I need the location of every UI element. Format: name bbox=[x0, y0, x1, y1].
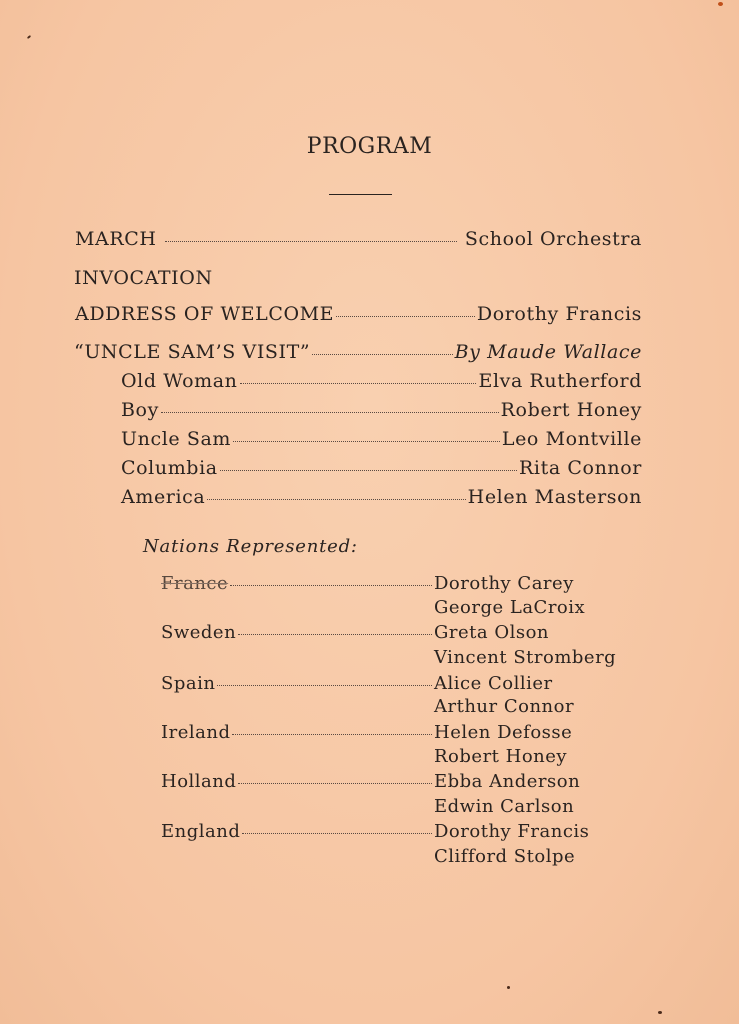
cast-row bbox=[121, 370, 642, 392]
dot-leader bbox=[336, 316, 475, 317]
cast-actor: Helen Masterson bbox=[467, 486, 642, 508]
program-item-performer: Dorothy Francis bbox=[476, 303, 642, 325]
cast-role: Boy bbox=[121, 399, 159, 421]
cast-actor: Elva Rutherford bbox=[478, 370, 642, 392]
nation-row-spain bbox=[161, 673, 591, 694]
nation-performer: Greta Olson bbox=[434, 622, 550, 643]
nation-row-france bbox=[161, 573, 591, 594]
program-item-play bbox=[74, 341, 642, 363]
nation-country: France bbox=[161, 573, 229, 594]
cast-row bbox=[121, 428, 642, 450]
nation-performer: Dorothy Carey bbox=[434, 573, 574, 594]
title-underline bbox=[329, 194, 392, 195]
play-author: By Maude Wallace bbox=[454, 341, 642, 363]
dot-leader bbox=[233, 441, 500, 442]
program-item-invocation: INVOCATION bbox=[74, 267, 213, 289]
nation-row-england bbox=[161, 821, 591, 842]
program-item-label: ADDRESS OF WELCOME bbox=[75, 303, 335, 325]
dot-leader bbox=[238, 634, 432, 635]
nation-performer: Helen Defosse bbox=[434, 722, 573, 743]
nation-row-ireland bbox=[161, 722, 591, 743]
program-item-address bbox=[75, 303, 642, 325]
dot-leader bbox=[242, 833, 432, 834]
paper-speck bbox=[27, 35, 31, 39]
dot-leader bbox=[161, 412, 499, 413]
dot-leader bbox=[230, 585, 432, 586]
paper-speck bbox=[507, 986, 510, 989]
nation-country: Holland bbox=[161, 771, 237, 792]
nation-performer: Robert Honey bbox=[434, 746, 568, 767]
dot-leader bbox=[240, 383, 477, 384]
dot-leader bbox=[312, 354, 452, 355]
dot-leader bbox=[217, 685, 432, 686]
nation-country: Ireland bbox=[161, 722, 231, 743]
nation-country: Sweden bbox=[161, 622, 237, 643]
nation-performer: Edwin Carlson bbox=[434, 796, 575, 817]
program-item-performer: School Orchestra bbox=[464, 228, 642, 250]
nation-performer: Dorothy Francis bbox=[434, 821, 590, 842]
nation-performer: Alice Collier bbox=[434, 673, 553, 694]
cast-row bbox=[121, 457, 642, 479]
cast-role: Old Woman bbox=[121, 370, 238, 392]
cast-actor: Leo Montville bbox=[501, 428, 642, 450]
cast-role: America bbox=[121, 486, 206, 508]
nation-row-sweden bbox=[161, 622, 591, 643]
nations-heading: Nations Represented: bbox=[143, 536, 358, 557]
nation-country: Spain bbox=[161, 673, 216, 694]
nation-performer: Arthur Connor bbox=[434, 696, 575, 717]
dot-leader bbox=[220, 470, 517, 471]
program-item-label: MARCH bbox=[75, 228, 157, 250]
nation-performer: Vincent Stromberg bbox=[434, 647, 617, 668]
dot-leader bbox=[207, 499, 465, 500]
dot-leader bbox=[232, 734, 432, 735]
cast-row bbox=[121, 399, 642, 421]
paper-speck bbox=[718, 2, 723, 6]
cast-row bbox=[121, 486, 642, 508]
nation-performer: Clifford Stolpe bbox=[434, 846, 576, 867]
cast-role: Columbia bbox=[121, 457, 218, 479]
nation-performer: George LaCroix bbox=[434, 597, 586, 618]
cast-actor: Robert Honey bbox=[500, 399, 642, 421]
nation-performer: Ebba Anderson bbox=[434, 771, 581, 792]
program-item-label: “UNCLE SAM’S VISIT” bbox=[74, 341, 311, 363]
dot-leader bbox=[165, 241, 457, 242]
dot-leader bbox=[238, 783, 432, 784]
paper-speck bbox=[658, 1011, 662, 1014]
cast-role: Uncle Sam bbox=[121, 428, 232, 450]
page-title: PROGRAM bbox=[306, 134, 433, 159]
program-item-march bbox=[75, 228, 642, 250]
nation-country: England bbox=[161, 821, 241, 842]
nation-row-holland bbox=[161, 771, 591, 792]
cast-actor: Rita Connor bbox=[519, 457, 642, 479]
